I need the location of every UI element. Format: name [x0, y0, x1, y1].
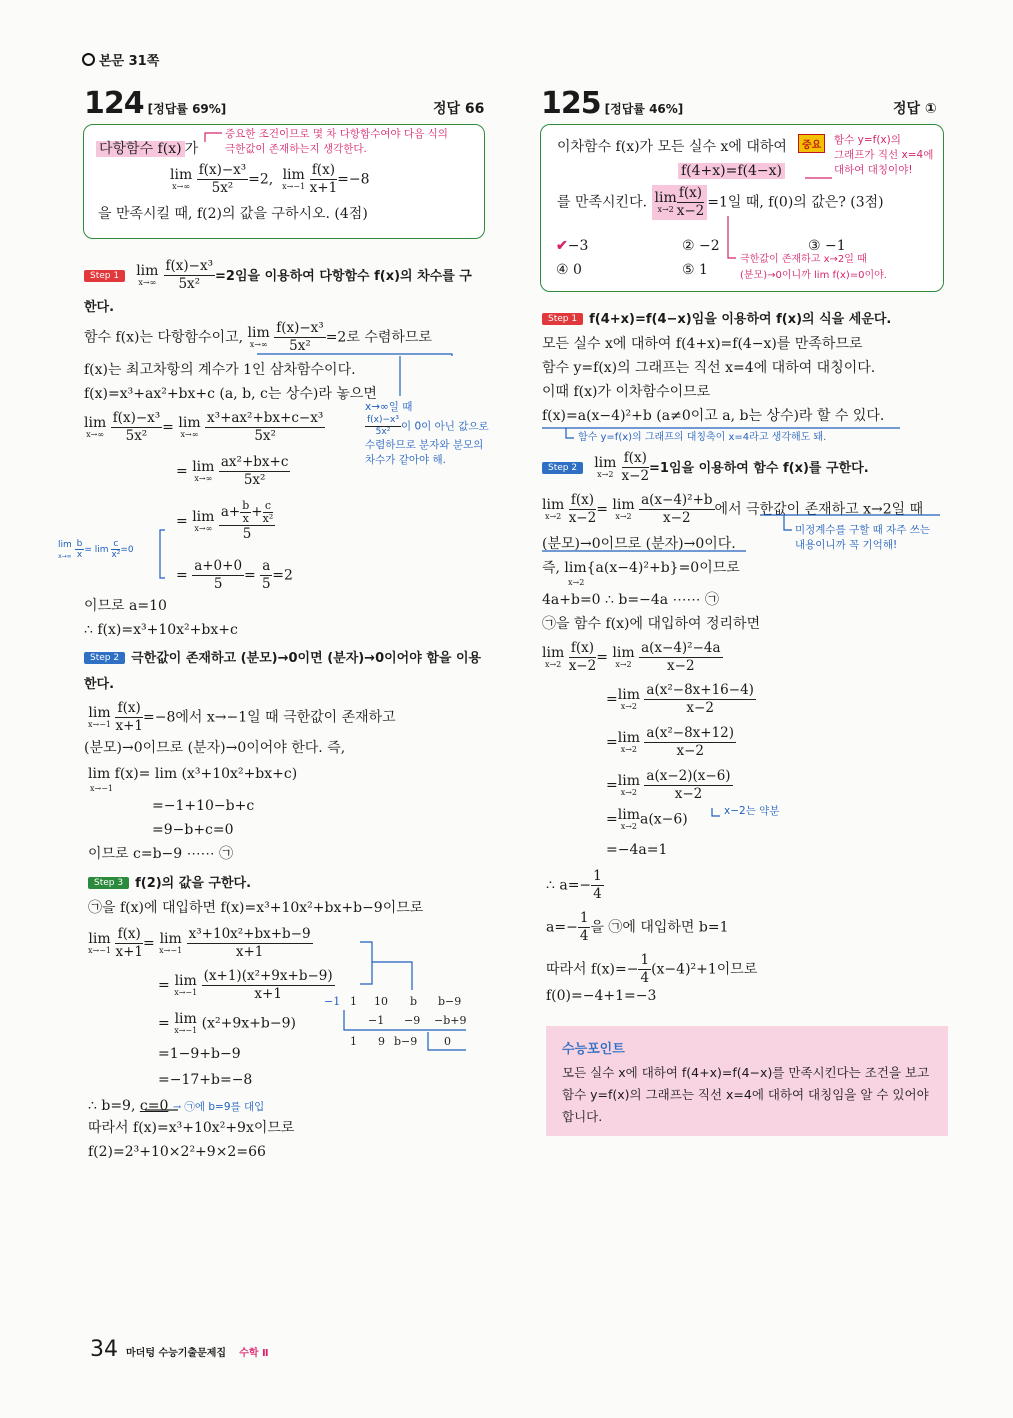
denominator: 5x²: [254, 428, 276, 444]
numerator: b: [242, 499, 250, 512]
synth-cell: b−9: [394, 1035, 418, 1048]
step2-heading: [84, 647, 481, 666]
denominator: 5: [242, 526, 252, 542]
synth-cell: b: [410, 995, 418, 1008]
l10: =9−b+c=0: [152, 822, 234, 838]
lim-sub: x→2: [544, 660, 562, 669]
numerator: f(x): [569, 640, 597, 658]
lim-sub: x→2: [544, 512, 562, 521]
r11: [546, 910, 729, 945]
fraction: a+ $\frac{b}{x}$ + $\frac{c}{\text{x²}}$ 5: [220, 499, 274, 542]
fraction: [644, 725, 736, 760]
f-line-3: = lim x→−1 (x²+9x+b−9): [158, 1011, 296, 1035]
fraction: [677, 185, 705, 220]
box-line1: 이차함수 f(x)가 모든 실수 x에 대하여: [557, 139, 787, 155]
numerator: 1: [640, 952, 650, 968]
synth-cell: b−9: [438, 995, 462, 1008]
note-line: 극한값이 존재하는지 생각한다.: [225, 143, 367, 155]
note-line: 이 0이 아닌 값으로: [401, 420, 489, 433]
synth-cell: −9: [404, 1014, 421, 1027]
fraction: [638, 952, 651, 987]
numerator: f(x)−x³: [165, 258, 213, 274]
note-limit: [740, 252, 887, 284]
lim-sub: x→2: [615, 660, 632, 669]
denominator: x: [242, 512, 249, 525]
l6: [88, 700, 396, 735]
lim: lim x→−1: [88, 931, 112, 955]
fraction: [274, 320, 325, 355]
text: 즉, lim{a(x−4)²+b}=0이므로: [542, 560, 740, 576]
fraction: [115, 700, 143, 735]
fraction: [591, 868, 604, 903]
lim: lim x→2: [654, 190, 677, 214]
r13: f(0)=−4+1=−3: [546, 988, 657, 1004]
text: lim f(x)= lim (x³+10x²+bx+c): [88, 766, 298, 782]
lim-sub: x→2: [620, 822, 637, 831]
denominator: x−2: [676, 743, 704, 759]
text: 에서 극한값이 존재하고 x→2일 때: [714, 501, 924, 518]
l4: 이므로 a=10: [84, 598, 167, 614]
text: 따라서 f(x)=−: [546, 961, 639, 978]
step2-text2: 한다.: [84, 677, 115, 692]
note-degree: [365, 400, 489, 468]
note-line: 대하여 대칭이야!: [834, 164, 913, 176]
fraction: [569, 640, 597, 675]
r6: (분모)→0이므로 (분자)→0이다.: [542, 536, 736, 552]
r12: [546, 952, 757, 987]
box-line3: [557, 185, 884, 220]
g2: =lim x→2 $\frac{\text{a(x²−8x+16−4)}}{x-2}$: [606, 682, 754, 716]
lim-sub: x→2: [620, 702, 637, 711]
note-line: x→∞일 때: [365, 401, 413, 413]
fraction: [263, 500, 274, 525]
r2: 함수 y=f(x)의 그래프는 직선 x=4에 대하여 대칭이다.: [542, 360, 876, 376]
lim-sub: x→∞: [86, 430, 105, 439]
r1: 모든 실수 x에 대하여 f(4+x)=f(4−x)를 만족하므로: [542, 336, 863, 352]
numerator: f(x): [310, 162, 338, 180]
numerator: a(x−2)(x−6): [646, 768, 731, 784]
note-line: 미정계수를 구할 때 자주 쓰는: [795, 524, 931, 536]
fraction: [202, 968, 335, 1003]
numerator: a: [262, 558, 271, 574]
fraction: [197, 162, 248, 197]
note: ㉠에 b=9를 대입: [184, 1101, 265, 1113]
l9: =−1+10−b+c: [152, 798, 255, 814]
lim: lim x→∞: [136, 263, 159, 287]
value: =2: [272, 567, 293, 584]
text: ∴ b=9,: [88, 1098, 136, 1114]
g5-note: x−2는 약분: [724, 805, 780, 817]
r5-note: [795, 523, 930, 553]
denominator: 5x²: [375, 427, 391, 437]
lim: lim x→∞: [170, 167, 193, 191]
step1-text: =2임을 이용하여 다항함수 f(x)의 차수를 구: [215, 269, 472, 284]
lim-sub: x→−1: [282, 182, 306, 191]
numerator: c: [113, 539, 119, 549]
lim: lim x→2: [542, 645, 565, 669]
g6: =−4a=1: [606, 842, 668, 858]
synth-cell: −1: [368, 1014, 385, 1027]
synth-cell: −b+9: [434, 1014, 467, 1027]
lim: lim x→−1: [174, 1011, 198, 1035]
numerator: a(x−4)²+b: [641, 492, 713, 508]
choice-2[interactable]: ② −2: [682, 238, 720, 254]
lim-word: lim: [58, 540, 72, 550]
step2-text: =1임을 이용하여 함수 f(x)를 구한다.: [649, 461, 869, 476]
text: a+: [220, 504, 241, 520]
eq-line-1: lim x→∞ $\frac{\text{f(x)−x³}}{\text{5x²}}$ = lim x→∞ $\frac{\text{x³+ax²+bx+c−x³}}{\text{5x²}}$: [84, 410, 324, 444]
step1-heading: [84, 258, 472, 293]
lim: lim x→2: [542, 497, 565, 521]
numerator: c: [263, 500, 274, 513]
eq-line-4: = $\frac{a+0+0}{5}$ = $\frac{a}{5}$ =2: [176, 558, 293, 592]
lim-sub: x→2: [568, 578, 585, 587]
denominator: 4: [640, 970, 650, 986]
text: = lim: [84, 545, 109, 555]
denominator: 5x²: [289, 338, 311, 354]
text: =0: [120, 545, 134, 555]
text: =1일 때, f(0)의 값은? (3점): [707, 194, 884, 211]
lim-value: =2,: [248, 171, 274, 188]
step1-text: f(4+x)=f(4−x)임을 이용하여 f(x)의 식을 세운다.: [589, 312, 892, 327]
step2-badge: Step 2: [542, 462, 583, 474]
r-step2-heading: [542, 450, 869, 485]
lim: lim x→∞: [178, 415, 201, 439]
problem-125-header: [541, 86, 683, 121]
lim-sub: x→2: [657, 205, 674, 214]
step3-heading: [88, 872, 251, 891]
fraction: [569, 492, 597, 527]
numerator: 1: [579, 910, 589, 926]
denominator: x+1: [115, 944, 143, 960]
synth-cell: 0: [444, 1035, 451, 1048]
denominator: x²: [111, 550, 121, 560]
r5: lim x→2 $\frac{f(x)}{x-2}$ = lim x→2 $\frac{\text{a(x−4)²+b}}{x-2}$ 에서 극한값이 존재하고 x→2일 때: [542, 492, 924, 526]
lim: lim x→∞: [192, 459, 215, 483]
l7: (분모)→0이므로 (분자)→0이어야 한다. 즉,: [84, 740, 346, 756]
lim-sub: x→−1: [88, 720, 112, 729]
lim-sub: x→∞: [194, 524, 213, 533]
lim: lim x→∞: [247, 325, 270, 349]
g1: lim x→2 $\frac{f(x)}{x-2}$ = lim x→2 $\frac{\text{a(x−4)²−4a}}{x-2}$: [542, 640, 721, 674]
numerator: 1: [593, 868, 602, 884]
fraction: [205, 410, 325, 445]
lim: lim x→−1: [282, 167, 306, 191]
lim: lim x→−1: [88, 705, 112, 729]
text: =2로 수렴하므로: [325, 329, 432, 346]
note-line: 차수가 같아야 해.: [365, 454, 447, 466]
text: =−8에서 x→−1일 때 극한값이 존재하고: [142, 709, 396, 726]
fraction: [219, 454, 291, 489]
r3: 이때 f(x)가 이차함수이므로: [542, 384, 711, 400]
denominator: x−2: [663, 510, 691, 526]
problem-124-header: [84, 86, 226, 121]
lim: lim x→2: [594, 455, 617, 479]
lim: lim x→2: [617, 730, 640, 754]
text: 를 만족시킨다.: [557, 194, 648, 211]
denominator: x+1: [115, 718, 143, 734]
circle-icon: [82, 53, 95, 66]
denominator: 4: [593, 886, 602, 902]
pointer-line: [566, 428, 574, 438]
synth-cell: 9: [378, 1035, 385, 1048]
numerator: f(x): [115, 700, 143, 718]
box-prefix: [96, 139, 198, 159]
synth-cell: 10: [374, 995, 388, 1008]
fraction: [622, 450, 650, 485]
lim-sub: x→2: [620, 788, 637, 797]
numerator: f(x)−x³: [276, 320, 324, 336]
answer-label: 정답 66: [433, 101, 485, 117]
l5: ∴ f(x)=x³+10x²+bx+c: [84, 622, 238, 638]
r8: 4a+b=0 ∴ b=−4a ⋯⋯ ㉠: [542, 592, 719, 608]
bracket: [160, 530, 165, 578]
answer-label: 정답 ①: [893, 101, 937, 117]
r9: ㉠을 함수 f(x)에 대입하여 정리하면: [542, 616, 761, 632]
step2-text: 극한값이 존재하고 (분모)→0이면 (분자)→0이어야 함을 이용: [131, 651, 482, 666]
f-line-1: lim x→−1 $\frac{f(x)}{x+1}$ = lim x→−1 $\frac{\text{x³+10x²+bx+b−9}}{x+1}$: [88, 926, 311, 960]
pointer-line: [712, 808, 720, 816]
choice-text: −3: [567, 238, 589, 254]
denominator: 5: [261, 576, 271, 592]
numerator: x³+10x²+bx+b−9: [188, 926, 311, 942]
prefix-tail: 가: [184, 141, 199, 157]
numerator: (x+1)(x²+9x+b−9): [203, 968, 333, 984]
note-line: 수렴하므로 분자와 분모의: [365, 439, 484, 451]
fraction: [192, 558, 244, 593]
numerator: f(x): [115, 926, 143, 944]
bracket: [360, 942, 372, 984]
l15: f(2)=2³+10×2²+9×2=66: [88, 1144, 266, 1160]
choice-3[interactable]: ③ −1: [808, 238, 846, 254]
important-badge: 중요: [798, 134, 825, 153]
text: a=−: [546, 919, 578, 936]
fraction: [115, 926, 143, 961]
condition: [678, 161, 785, 181]
step3-badge: Step 3: [88, 877, 129, 889]
l8: [88, 764, 297, 793]
denominator: x: [76, 550, 83, 560]
eq-line-3: = lim x→∞ a+ $\frac{b}{x}$ + $\frac{c}{\text{x²}}$ 5: [176, 499, 274, 542]
note-important: [225, 127, 448, 157]
synth-cell: −1: [324, 995, 341, 1008]
lim-value: =−8: [337, 171, 370, 188]
step1-badge: Step 1: [542, 313, 583, 325]
synth-cell: 1: [350, 995, 357, 1008]
lim-sub: x→∞: [138, 278, 157, 287]
g3: =lim x→2 $\frac{\text{a(x²−8x+12)}}{x-2}$: [606, 725, 735, 759]
fraction: [639, 640, 722, 675]
r-step1-heading: [542, 308, 891, 327]
lim-sub: x→2: [620, 745, 637, 754]
lim: lim x→2: [612, 645, 635, 669]
numerator: ax²+bx+c: [220, 454, 289, 470]
f-line-4: =1−9+b−9: [158, 1046, 241, 1062]
lim-sub: x→∞: [180, 430, 199, 439]
text: c=0: [139, 1098, 169, 1114]
note-line: 함수 y=f(x)의: [834, 134, 901, 146]
numerator: a+0+0: [194, 558, 243, 574]
lim-sub: x→∞: [172, 182, 191, 191]
lim-sub: x→∞: [249, 340, 268, 349]
lim: lim x→−1: [174, 973, 198, 997]
lim: lim x→∞: [192, 509, 215, 533]
fraction: [365, 415, 401, 438]
denominator: x−2: [568, 510, 597, 526]
side-lim-note: [58, 538, 134, 561]
fraction: [111, 410, 162, 445]
numerator: f(x)−x³: [112, 410, 161, 426]
box-question: 을 만족시킬 때, f(2)의 값을 구하시오. (4점): [98, 206, 368, 222]
denominator: x−2: [568, 658, 597, 674]
fraction: [75, 539, 85, 560]
note-line: 그래프가 직선 x=4에: [834, 149, 934, 161]
note-line: 내용이니까 꼭 기억해!: [795, 539, 898, 551]
lim: lim x→2: [617, 773, 640, 797]
lim-sub: x→∞: [58, 553, 72, 560]
numerator: a(x²−8x+16−4): [646, 682, 754, 698]
denominator: x+1: [309, 180, 338, 196]
g4: =lim x→2 $\frac{a(x-2)(x-6)}{x-2}$: [606, 768, 731, 802]
r10: [546, 868, 604, 903]
fraction: [164, 258, 215, 293]
lim-sub: x→−1: [174, 1026, 198, 1035]
denominator: 5x²: [125, 428, 148, 444]
text: (x²+9x+b−9): [201, 1015, 296, 1032]
fraction: [644, 768, 732, 803]
lim-sub: x→∞: [194, 474, 213, 483]
book-title: 마더텅 수능기출문제집: [126, 1348, 227, 1359]
choice-5[interactable]: ⑤ 1: [682, 262, 708, 278]
denominator: x−2: [621, 468, 650, 484]
g5: =lim x→2 a(x−6): [606, 807, 688, 831]
numerator: f(x): [569, 492, 597, 510]
fraction: [240, 500, 251, 525]
r7: [542, 558, 740, 587]
text: ∴ a=−: [546, 877, 592, 894]
highlight-cond: f(4+x)=f(4−x): [678, 163, 785, 179]
numerator: f(x): [622, 450, 650, 468]
synth-cell: 1: [350, 1035, 357, 1048]
lim-sub: x→−1: [88, 946, 112, 955]
correct-rate: [정답률 46%]: [604, 102, 684, 116]
denominator: x+1: [235, 944, 264, 960]
numerator: b: [76, 539, 83, 549]
breadcrumb-text: 본문 31쪽: [99, 54, 160, 69]
note-line: (분모)→0이니까 lim f(x)=0이야.: [740, 270, 887, 281]
denominator: x−2: [676, 203, 705, 219]
numerator: a(x−4)²−4a: [641, 640, 721, 656]
choice-1[interactable]: ✔−3: [556, 238, 589, 254]
denominator: x²: [262, 512, 274, 525]
fraction: [578, 910, 591, 945]
lim: lim x→−1: [159, 931, 183, 955]
fraction: [644, 682, 756, 717]
r4-note: 함수 y=f(x)의 그래프의 대칭축이 x=4라고 생각해도 돼.: [578, 432, 827, 443]
lim: [58, 538, 72, 561]
text: 함수 f(x)는 다항함수이고,: [84, 329, 244, 346]
pointer-line: [372, 962, 412, 990]
lim: lim x→2: [617, 687, 640, 711]
l2: f(x)는 최고차항의 계수가 1인 삼차함수이다.: [84, 362, 356, 378]
step1-badge: Step 1: [84, 270, 125, 282]
l12: ㉠을 f(x)에 대입하면 f(x)=x³+10x²+bx+b−9이므로: [88, 900, 424, 916]
numerator: f(x)−x³: [367, 415, 399, 425]
step1-text2: 한다.: [84, 300, 115, 315]
denominator: 5: [213, 576, 223, 592]
l13: ∴ b=9, c=0 → ㉠에 b=9를 대입: [88, 1098, 265, 1114]
f-line-2: = lim x→−1 $\frac{\text{(x+1)(x²+9x+b−9)}}{x+1}$: [158, 968, 333, 1002]
denominator: 4: [579, 928, 589, 944]
lim: lim x→∞: [84, 415, 107, 439]
numerator: x³+ax²+bx+c−x³: [207, 410, 324, 426]
lim-sub: x→2: [615, 512, 632, 521]
denominator: x−2: [667, 658, 695, 674]
lim: lim x→2: [612, 497, 635, 521]
subject: 수학 Ⅱ: [239, 1348, 269, 1359]
fraction: [310, 162, 338, 197]
denominator: 5x²: [178, 276, 201, 292]
problem-number: 124: [84, 86, 144, 121]
footer: [90, 1337, 269, 1362]
text: (x−4)²+1이므로: [651, 961, 758, 978]
f-line-5: =−17+b=−8: [158, 1072, 253, 1088]
problem-number: 125: [541, 86, 601, 121]
numerator: f(x): [677, 185, 705, 203]
lim-sub: x→−1: [90, 784, 114, 793]
step2-badge: Step 2: [84, 652, 125, 664]
l1: [84, 320, 432, 355]
denominator: 5x²: [243, 472, 266, 488]
tip-title: 수능포인트: [562, 1042, 625, 1057]
note-line: 중요한 조건이므로 몇 차 다항함수여야 다음 식의: [225, 128, 448, 140]
text: a(x−6): [639, 811, 688, 828]
l14: 따라서 f(x)=x³+10x²+9x이므로: [88, 1120, 295, 1136]
text: 을 ㉠에 대입하면 b=1: [590, 919, 729, 936]
note-symmetry: [834, 133, 933, 178]
tip-box: [546, 1026, 948, 1136]
fraction: [639, 492, 714, 527]
correct-rate: [정답률 69%]: [147, 102, 227, 116]
step3-text: f(2)의 값을 구한다.: [135, 876, 252, 891]
r4: f(x)=a(x−4)²+b (a≠0이고 a, b는 상수)라 할 수 있다.: [542, 408, 885, 424]
breadcrumb: [82, 50, 159, 69]
l11: 이므로 c=b−9 ⋯⋯ ㉠: [88, 846, 234, 862]
lim-sub: x→−1: [159, 946, 183, 955]
page-number: 34: [90, 1337, 118, 1362]
denominator: x−2: [686, 700, 714, 716]
lim-sub: x→2: [597, 470, 614, 479]
fraction: [187, 926, 313, 961]
fraction: [260, 558, 272, 593]
eq-line-2: = lim x→∞ $\frac{\text{ax²+bx+c}}{\text{5x²}}$: [176, 454, 289, 488]
tip-body: 모든 실수 x에 대하여 f(4+x)=f(4−x)를 만족시킨다는 조건을 보고 함수 y=f(x)의 그래프는 직선 x=4에 대하여 대칭임을 알 수 있어야 합니다.: [562, 1065, 930, 1124]
highlight-poly: 다항함수 f(x): [96, 141, 185, 157]
denominator: x+1: [254, 986, 282, 1002]
denominator: x−2: [674, 786, 703, 802]
note-line: 극한값이 존재하고 x→2일 때: [740, 254, 867, 265]
denominator: 5x²: [211, 180, 234, 196]
l3: f(x)=x³+ax²+bx+c (a, b, c는 상수)라 놓으면: [84, 386, 377, 402]
choice-4[interactable]: ④ 0: [556, 262, 582, 278]
numerator: f(x)−x³: [198, 162, 247, 178]
box-limits: [170, 162, 370, 197]
lim-sub: x→−1: [174, 988, 198, 997]
lim: lim x→2: [617, 807, 640, 831]
numerator: a(x²−8x+12): [646, 725, 735, 741]
